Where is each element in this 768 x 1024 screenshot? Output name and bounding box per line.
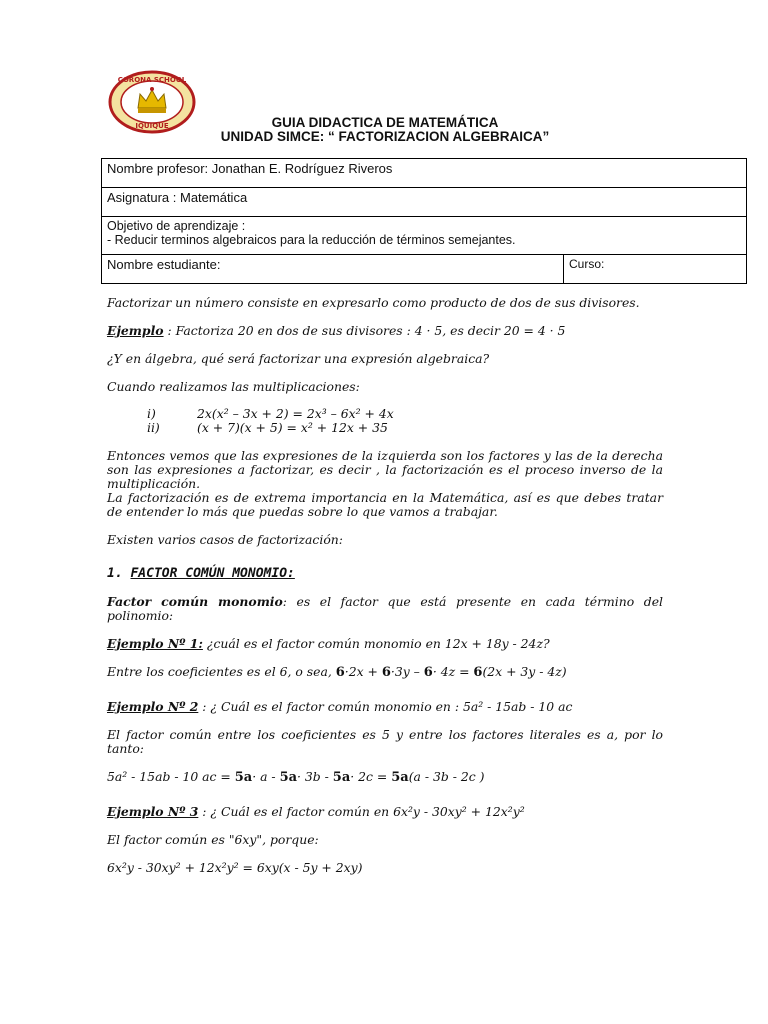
example3-explanation: El factor común es "6xy", porque: xyxy=(107,832,319,847)
info-table xyxy=(101,158,747,284)
objetivo-label: Objetivo de aprendizaje : xyxy=(107,219,246,233)
list-item: ii) (x + 7)(x + 5) = x² + 12x + 35 xyxy=(147,420,388,435)
estudiante-field[interactable]: Nombre estudiante: xyxy=(102,255,564,284)
svg-text:IQUIQUE: IQUIQUE xyxy=(135,122,169,130)
page-subtitle: UNIDAD SIMCE: “ FACTORIZACION ALGEBRAICA” xyxy=(220,129,550,144)
definition-label: Factor común monomio xyxy=(107,594,283,609)
ejemplo-text: : Factoriza 20 en dos de sus divisores : 4 · 5, es decir 20 = 4 · 5 xyxy=(163,323,566,338)
question-text: ¿Y en álgebra, qué será factorizar una expresión algebraica? xyxy=(107,351,490,366)
intro-paragraph: Factorizar un número consiste en expresarlo como producto de dos de sus divisores. xyxy=(107,295,640,310)
example3-question: : ¿ Cuál es el factor común en 6x²y - 30xy² + 12x²y² xyxy=(198,804,525,819)
definition-text: : es el factor que está presente en cada término del polinomio: xyxy=(107,594,663,623)
svg-text:CORONA SCHOOL: CORONA SCHOOL xyxy=(117,76,187,84)
multiplication-intro: Cuando realizamos las multiplicaciones: xyxy=(107,379,360,394)
document-body xyxy=(107,296,663,875)
example3-label: Ejemplo Nº 3 xyxy=(107,804,199,819)
example1-label: Ejemplo Nº 1: xyxy=(107,636,203,651)
explanation-paragraph: Entonces vemos que las expresiones de la izquierda son los factores y las de la derecha son las expresiones a factorizar, es decir , la factorización es el proceso inverso de la multiplicación. xyxy=(107,448,663,491)
ejemplo-label: Ejemplo xyxy=(107,323,164,338)
section-heading: 1. FACTOR COMÚN MONOMIO: xyxy=(107,566,295,581)
example-list xyxy=(107,407,663,435)
example2-question: : ¿ Cuál es el factor común monomio en : 5a² - 15ab - 10 ac xyxy=(198,699,573,714)
example1-question: ¿cuál es el factor común monomio en 12x + 18y - 24z? xyxy=(202,636,550,651)
example2-explanation: El factor común entre los coeficientes es 5 y entre los factores literales es a, por lo tanto: xyxy=(107,727,663,756)
example2-label: Ejemplo Nº 2 xyxy=(107,699,199,714)
objetivo-field xyxy=(102,217,747,255)
list-item: i) 2x(x² – 3x + 2) = 2x³ – 6x² + 4x xyxy=(147,406,394,421)
curso-field[interactable]: Curso: xyxy=(564,255,747,284)
example3-solution: 6x²y - 30xy² + 12x²y² = 6xy(x - 5y + 2xy) xyxy=(107,860,363,875)
asignatura-field: Asignatura : Matemática xyxy=(102,188,747,217)
objetivo-text: - Reducir terminos algebraicos para la reducción de términos semejantes. xyxy=(107,233,516,247)
example2-solution: 5a² - 15ab - 10 ac = 5a· a - 5a· 3b - 5a· 2c = 5a(a - 3b - 2c ) xyxy=(107,769,485,785)
page-title: GUIA DIDACTICA DE MATEMÁTICA xyxy=(271,115,499,130)
example1-solution: Entre los coeficientes es el 6, o sea, 6·2x + 6·3y – 6· 4z = 6(2x + 3y - 4z) xyxy=(107,664,567,680)
profesor-field: Nombre profesor: Jonathan E. Rodríguez Riveros xyxy=(102,159,747,188)
cases-paragraph: Existen varios casos de factorización: xyxy=(107,532,343,547)
importance-paragraph: La factorización es de extrema importancia en la Matemática, así es que debes tratar de entender lo más que puedas sobre lo que vamos a trabajar. xyxy=(107,490,663,519)
